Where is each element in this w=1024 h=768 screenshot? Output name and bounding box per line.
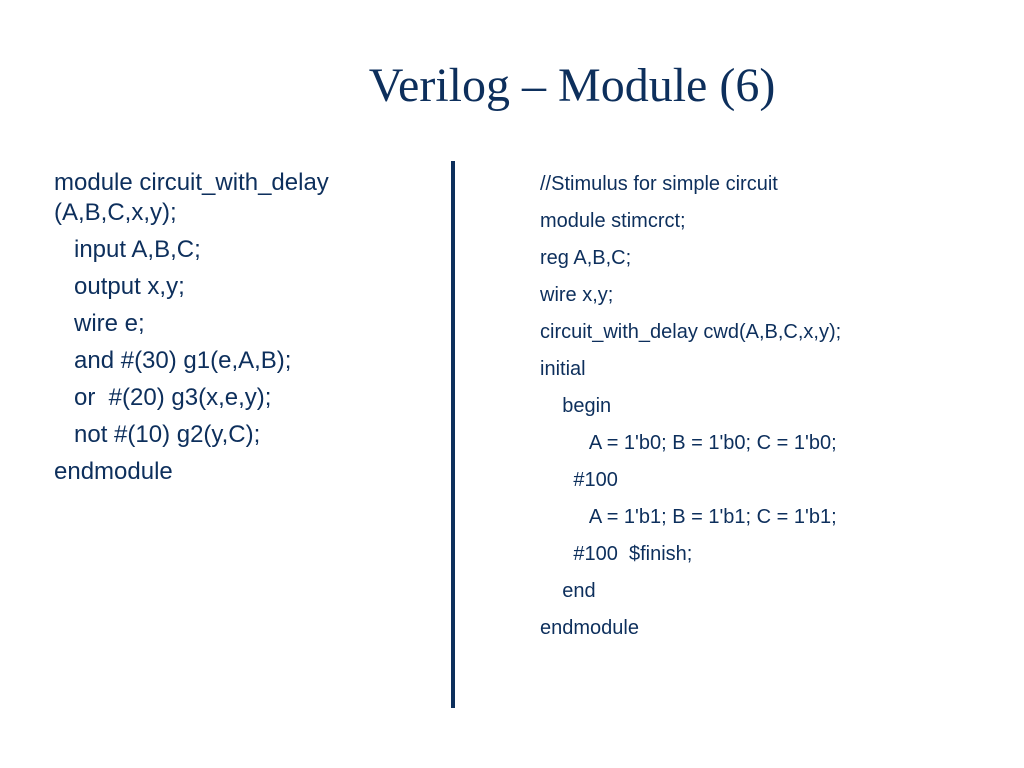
module-code-line: and #(30) g1(e,A,B); (54, 347, 292, 374)
stimulus-code-line: reg A,B,C; (540, 247, 632, 269)
module-code-line: input A,B,C; (54, 236, 201, 263)
stimulus-code-line: end (540, 580, 596, 602)
stimulus-code-line: module stimcrct; (540, 210, 686, 232)
module-code-line: endmodule (54, 458, 173, 485)
module-code-block (54, 168, 434, 487)
column-divider (451, 161, 455, 708)
stimulus-code-line: initial (540, 358, 586, 380)
slide-title: Verilog – Module (6) (368, 59, 776, 112)
stimulus-code-line: A = 1'b1; B = 1'b1; C = 1'b1; (540, 506, 837, 528)
stimulus-code-line: begin (540, 395, 612, 417)
stimulus-code-line: #100 $finish; (540, 543, 693, 565)
stimulus-code-line: #100 (540, 469, 618, 491)
stimulus-code-line: //Stimulus for simple circuit (540, 173, 778, 195)
stimulus-code-line: wire x,y; (540, 284, 614, 306)
module-code-line: not #(10) g2(y,C); (54, 421, 261, 448)
module-code-line: wire e; (54, 310, 145, 337)
stimulus-code-block (540, 171, 1010, 652)
module-code-line: output x,y; (54, 273, 185, 300)
module-code-line: or #(20) g3(x,e,y); (54, 384, 272, 411)
stimulus-code-line: circuit_with_delay cwd(A,B,C,x,y); (540, 321, 842, 343)
stimulus-code-line: A = 1'b0; B = 1'b0; C = 1'b0; (540, 432, 837, 454)
module-header-line: module circuit_with_delay (A,B,C,x,y); (54, 169, 329, 226)
stimulus-code-line: endmodule (540, 617, 639, 639)
